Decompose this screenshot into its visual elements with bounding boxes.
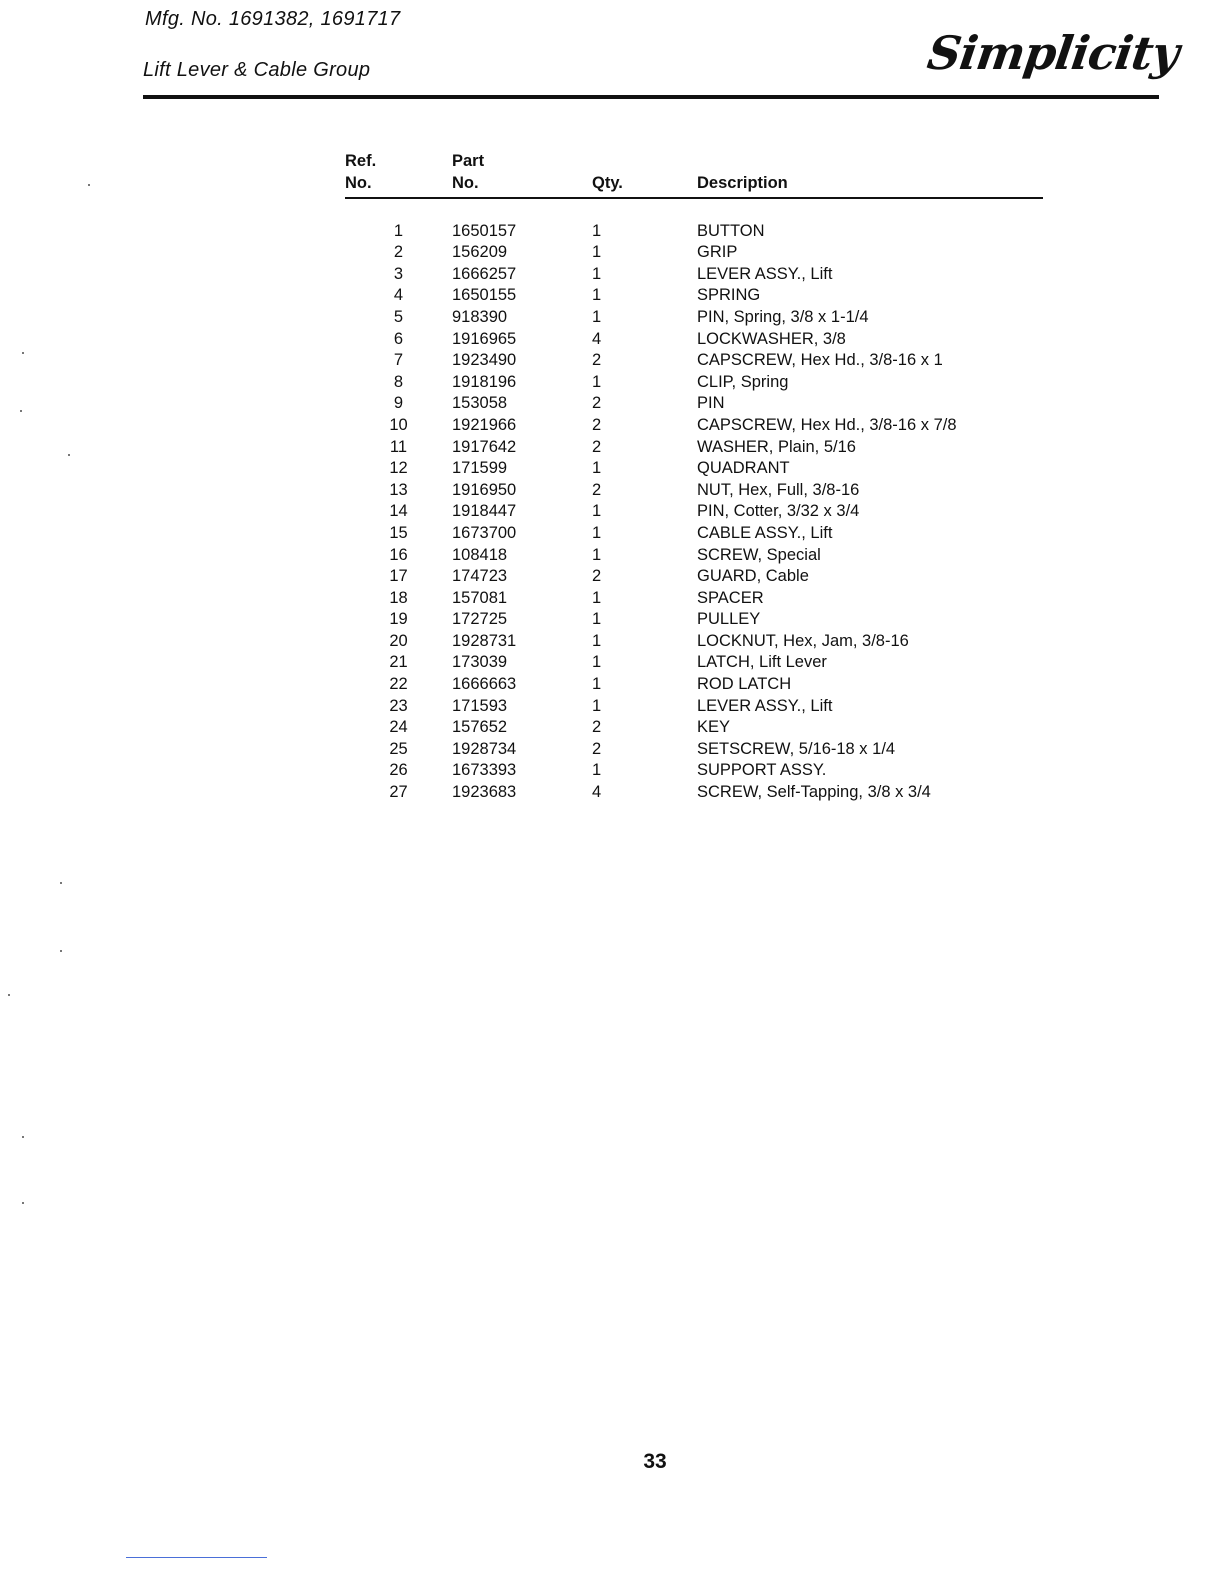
ref-cell: 24 [389, 718, 408, 737]
ref-cell: 6 [393, 329, 404, 348]
qty-cell: 1 [592, 653, 602, 672]
parts-table-header [345, 150, 1043, 198]
ref-cell: 8 [393, 372, 404, 391]
description-cell: LOCKNUT, Hex, Jam, 3/8-16 [697, 631, 909, 650]
qty-cell: 1 [592, 372, 602, 391]
table-row [345, 285, 1043, 307]
table-row [345, 588, 1043, 610]
description-cell: GRIP [697, 243, 738, 262]
ref-cell: 23 [389, 696, 408, 715]
header-qty: Qty. [592, 150, 697, 198]
ref-cell: 5 [393, 307, 404, 326]
qty-cell: 2 [592, 437, 602, 456]
part-no-cell: 172725 [452, 610, 508, 629]
table-row [345, 717, 1043, 739]
ref-cell: 11 [389, 437, 408, 456]
part-no-cell: 1918447 [452, 502, 517, 521]
ref-cell: 25 [389, 739, 408, 758]
description-cell: BUTTON [697, 221, 765, 240]
brand-logo: Simplicity [924, 26, 1182, 80]
description-cell: GUARD, Cable [697, 567, 809, 586]
description-cell: SUPPORT ASSY. [697, 761, 827, 780]
qty-cell: 2 [592, 480, 602, 499]
description-cell: LATCH, Lift Lever [697, 653, 827, 672]
description-cell: SETSCREW, 5/16-18 x 1/4 [697, 739, 896, 758]
part-no-cell: 1673393 [452, 761, 517, 780]
header-description: Description [697, 150, 1043, 198]
description-cell: KEY [697, 718, 731, 737]
ref-cell: 18 [389, 588, 408, 607]
description-cell: LEVER ASSY., Lift [697, 696, 833, 715]
header-part-line1: Part [452, 152, 485, 170]
description-cell: LEVER ASSY., Lift [697, 264, 833, 283]
qty-cell: 1 [592, 523, 602, 542]
part-no-cell: 157081 [452, 588, 508, 607]
ref-cell: 7 [393, 351, 404, 370]
table-row [345, 437, 1043, 459]
part-no-cell: 1921966 [452, 415, 517, 434]
description-cell: SPACER [697, 588, 764, 607]
table-row [345, 760, 1043, 782]
description-cell: ROD LATCH [697, 675, 792, 694]
table-row [345, 566, 1043, 588]
scan-speck [22, 1202, 24, 1204]
table-row [345, 372, 1043, 394]
table-row [345, 350, 1043, 372]
scan-speck [22, 1136, 24, 1138]
table-row [345, 458, 1043, 480]
ref-cell: 26 [389, 761, 408, 780]
ref-cell: 10 [389, 415, 408, 434]
header-part-line2: No. [452, 174, 479, 192]
qty-cell: 1 [592, 545, 602, 564]
description-cell: SCREW, Self-Tapping, 3/8 x 3/4 [697, 783, 931, 802]
table-row [345, 329, 1043, 351]
qty-cell: 1 [592, 675, 602, 694]
ref-cell: 14 [389, 502, 408, 521]
part-no-cell: 918390 [452, 307, 508, 326]
qty-cell: 2 [592, 739, 602, 758]
ref-cell: 20 [389, 631, 408, 650]
qty-cell: 4 [592, 329, 602, 348]
ref-cell: 4 [393, 286, 404, 305]
table-row [345, 652, 1043, 674]
qty-cell: 1 [592, 221, 602, 240]
qty-cell: 1 [592, 243, 602, 262]
ref-cell: 17 [389, 567, 408, 586]
footer-line [126, 1557, 267, 1558]
part-no-cell: 156209 [452, 243, 508, 262]
scan-speck [22, 352, 24, 354]
part-no-cell: 1928734 [452, 739, 517, 758]
description-cell: SPRING [697, 286, 761, 305]
description-cell: LOCKWASHER, 3/8 [697, 329, 846, 348]
table-row [345, 501, 1043, 523]
table-row [345, 523, 1043, 545]
header-part-no [452, 150, 592, 198]
qty-cell: 2 [592, 394, 602, 413]
table-row [345, 609, 1043, 631]
qty-cell: 1 [592, 631, 602, 650]
qty-cell: 2 [592, 415, 602, 434]
mfg-number: Mfg. No. 1691382, 1691717 [145, 8, 401, 30]
ref-cell: 1 [393, 221, 404, 240]
part-no-cell: 1666663 [452, 675, 517, 694]
header-rule [143, 95, 1159, 99]
scan-speck [20, 410, 22, 412]
ref-cell: 27 [389, 783, 408, 802]
description-cell: CAPSCREW, Hex Hd., 3/8-16 x 1 [697, 351, 943, 370]
part-no-cell: 1916950 [452, 480, 517, 499]
section-title: Lift Lever & Cable Group [143, 59, 371, 81]
ref-cell: 22 [389, 675, 408, 694]
spacer-row [345, 198, 1043, 221]
part-no-cell: 1918196 [452, 372, 517, 391]
qty-cell: 1 [592, 610, 602, 629]
part-no-cell: 171593 [452, 696, 508, 715]
qty-cell: 1 [592, 761, 602, 780]
header-row [345, 150, 1043, 198]
ref-cell: 13 [389, 480, 408, 499]
parts-table [345, 150, 1043, 804]
ref-cell: 9 [393, 394, 404, 413]
ref-cell: 19 [389, 610, 408, 629]
table-row [345, 393, 1043, 415]
parts-table-body [345, 198, 1043, 804]
ref-cell: 2 [393, 243, 404, 262]
scan-speck [68, 454, 70, 456]
qty-cell: 1 [592, 459, 602, 478]
table-row [345, 242, 1043, 264]
description-cell: CABLE ASSY., Lift [697, 523, 833, 542]
qty-cell: 1 [592, 502, 602, 521]
table-row [345, 307, 1043, 329]
scan-speck [8, 994, 10, 996]
part-no-cell: 1923683 [452, 783, 517, 802]
header-ref-no [345, 150, 452, 198]
qty-cell: 1 [592, 264, 602, 283]
table-row [345, 545, 1043, 567]
qty-cell: 4 [592, 783, 602, 802]
table-row [345, 221, 1043, 243]
table-row [345, 739, 1043, 761]
part-no-cell: 1917642 [452, 437, 517, 456]
table-row [345, 264, 1043, 286]
qty-cell: 1 [592, 286, 602, 305]
qty-cell: 1 [592, 588, 602, 607]
header-ref-line1: Ref. [345, 152, 377, 170]
description-cell: CLIP, Spring [697, 372, 789, 391]
table-row [345, 631, 1043, 653]
part-no-cell: 173039 [452, 653, 508, 672]
part-no-cell: 108418 [452, 545, 508, 564]
table-row [345, 674, 1043, 696]
description-cell: NUT, Hex, Full, 3/8-16 [697, 480, 860, 499]
ref-cell: 15 [389, 523, 408, 542]
scan-speck [60, 950, 62, 952]
description-cell: WASHER, Plain, 5/16 [697, 437, 856, 456]
ref-cell: 21 [389, 653, 408, 672]
scan-speck [88, 184, 90, 186]
part-no-cell: 153058 [452, 394, 508, 413]
part-no-cell: 1650157 [452, 221, 517, 240]
part-no-cell: 1916965 [452, 329, 517, 348]
description-cell: CAPSCREW, Hex Hd., 3/8-16 x 7/8 [697, 415, 957, 434]
part-no-cell: 1666257 [452, 264, 517, 283]
part-no-cell: 1928731 [452, 631, 517, 650]
description-cell: SCREW, Special [697, 545, 821, 564]
qty-cell: 1 [592, 696, 602, 715]
description-cell: PULLEY [697, 610, 761, 629]
part-no-cell: 157652 [452, 718, 508, 737]
qty-cell: 1 [592, 307, 602, 326]
part-no-cell: 1923490 [452, 351, 517, 370]
qty-cell: 2 [592, 351, 602, 370]
part-no-cell: 171599 [452, 459, 508, 478]
part-no-cell: 1650155 [452, 286, 517, 305]
part-no-cell: 174723 [452, 567, 508, 586]
part-no-cell: 1673700 [452, 523, 517, 542]
table-row [345, 696, 1043, 718]
header-ref-line2: No. [345, 174, 372, 192]
ref-cell: 3 [393, 264, 404, 283]
ref-cell: 12 [389, 459, 408, 478]
description-cell: QUADRANT [697, 459, 790, 478]
table-row [345, 782, 1043, 804]
scan-speck [60, 882, 62, 884]
description-cell: PIN [697, 394, 725, 413]
table-row [345, 415, 1043, 437]
description-cell: PIN, Spring, 3/8 x 1-1/4 [697, 307, 869, 326]
ref-cell: 16 [389, 545, 408, 564]
qty-cell: 2 [592, 567, 602, 586]
table-row [345, 480, 1043, 502]
page-number: 33 [643, 1450, 667, 1473]
description-cell: PIN, Cotter, 3/32 x 3/4 [697, 502, 860, 521]
qty-cell: 2 [592, 718, 602, 737]
